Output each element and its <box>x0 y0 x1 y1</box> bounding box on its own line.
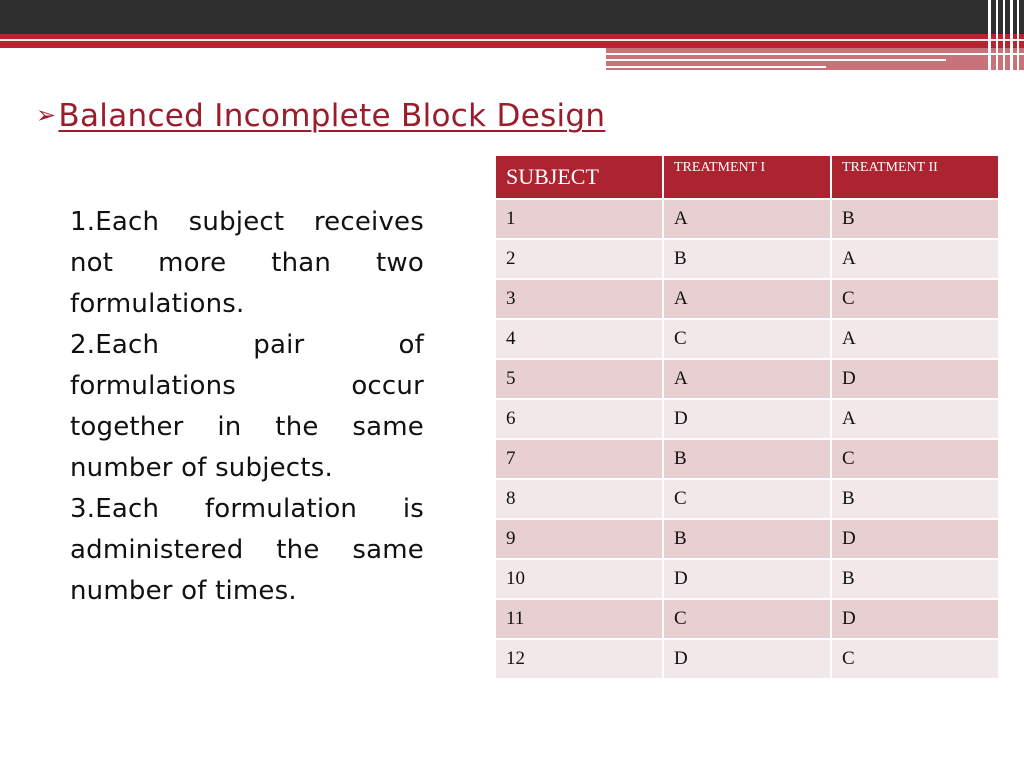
header-stripe <box>996 0 998 70</box>
point-1: 1.Each subject receives not more than two formulations. <box>70 207 424 319</box>
table-row <box>495 599 999 639</box>
header-dark-band <box>0 0 1024 34</box>
treatment-2-cell: C <box>831 439 999 479</box>
treatment-2-cell: D <box>831 519 999 559</box>
header-stripe <box>1017 0 1019 70</box>
table-row <box>495 199 999 239</box>
header-pink-line <box>606 53 1024 55</box>
treatment-1-cell: B <box>663 439 831 479</box>
content-text <box>70 202 424 612</box>
header-treatment-1: TREATMENT I <box>663 155 831 199</box>
header-pink-line <box>606 59 946 61</box>
treatment-1-cell: C <box>663 479 831 519</box>
treatment-1-cell: D <box>663 559 831 599</box>
subject-cell: 8 <box>495 479 663 519</box>
slide-title-text: Balanced Incomplete Block Design <box>58 98 606 134</box>
table-row <box>495 519 999 559</box>
treatment-2-cell: C <box>831 279 999 319</box>
treatment-1-cell: A <box>663 199 831 239</box>
subject-cell: 10 <box>495 559 663 599</box>
header-divider-line <box>0 39 1024 41</box>
arrow-bullet-icon: ➢ <box>36 101 57 129</box>
subject-cell: 11 <box>495 599 663 639</box>
subject-cell: 5 <box>495 359 663 399</box>
header-pink-line <box>606 66 826 68</box>
header-stripe <box>1010 0 1013 70</box>
treatment-2-cell: A <box>831 399 999 439</box>
point-2: 2.Each pair of formulations occur together in the same number of subjects. <box>70 330 424 483</box>
treatment-2-cell: B <box>831 559 999 599</box>
table-row <box>495 439 999 479</box>
slide-title <box>36 98 605 134</box>
header-red-band <box>0 34 1024 48</box>
treatment-2-cell: A <box>831 239 999 279</box>
treatment-2-cell: B <box>831 479 999 519</box>
table-row <box>495 559 999 599</box>
treatment-1-cell: A <box>663 359 831 399</box>
table-row <box>495 279 999 319</box>
point-3: 3.Each formulation is administered the same number of times. <box>70 494 424 606</box>
table-header-row <box>495 155 999 199</box>
table-row <box>495 479 999 519</box>
treatment-2-cell: D <box>831 359 999 399</box>
header-stripe <box>988 0 991 70</box>
header-subject: SUBJECT <box>495 155 663 199</box>
treatment-1-cell: D <box>663 399 831 439</box>
table-row <box>495 639 999 679</box>
subject-cell: 12 <box>495 639 663 679</box>
treatment-2-cell: D <box>831 599 999 639</box>
treatment-2-cell: A <box>831 319 999 359</box>
treatment-1-cell: D <box>663 639 831 679</box>
table-row <box>495 399 999 439</box>
subject-cell: 9 <box>495 519 663 559</box>
subject-cell: 6 <box>495 399 663 439</box>
treatment-1-cell: B <box>663 519 831 559</box>
table-row <box>495 319 999 359</box>
subject-cell: 7 <box>495 439 663 479</box>
header-stripe <box>1003 0 1005 70</box>
table-row <box>495 359 999 399</box>
subject-cell: 4 <box>495 319 663 359</box>
design-table <box>494 154 1000 680</box>
treatment-2-cell: C <box>831 639 999 679</box>
subject-cell: 1 <box>495 199 663 239</box>
treatment-2-cell: B <box>831 199 999 239</box>
treatment-1-cell: C <box>663 319 831 359</box>
table-row <box>495 239 999 279</box>
treatment-1-cell: A <box>663 279 831 319</box>
header-treatment-2: TREATMENT II <box>831 155 999 199</box>
treatment-1-cell: C <box>663 599 831 639</box>
treatment-1-cell: B <box>663 239 831 279</box>
subject-cell: 2 <box>495 239 663 279</box>
subject-cell: 3 <box>495 279 663 319</box>
